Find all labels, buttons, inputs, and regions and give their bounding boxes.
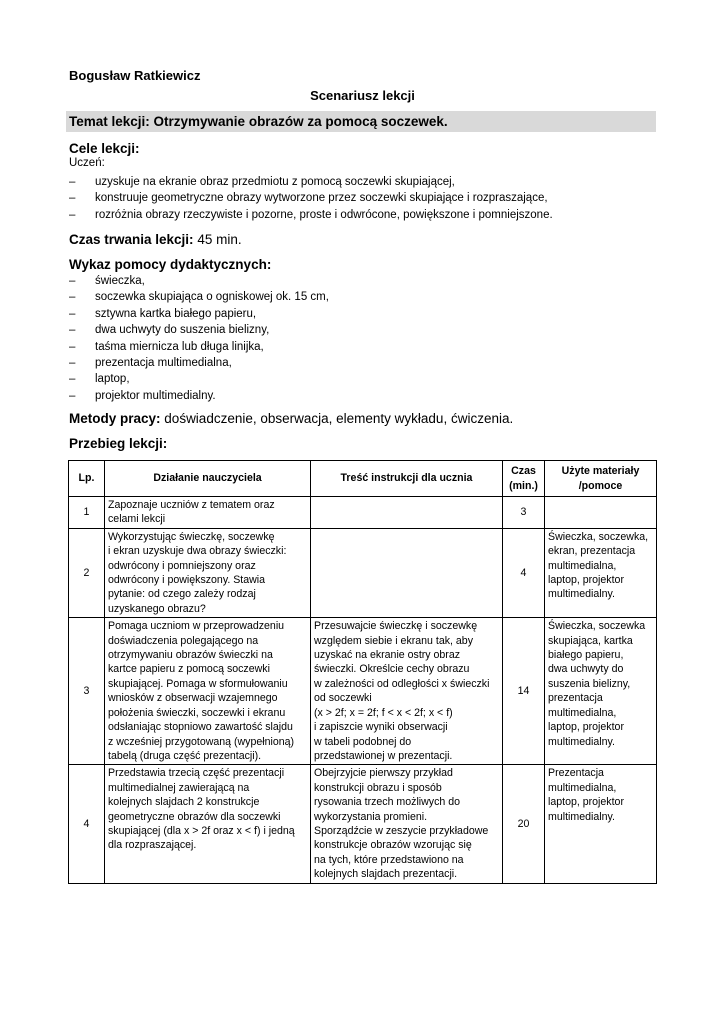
list-dash: –	[69, 275, 76, 287]
goal-item: – uzyskuje na ekranie obraz przedmiotu z pomocą soczewki skupiającej,	[69, 174, 553, 190]
header-time: Czas (min.)	[503, 461, 545, 497]
duration-line	[69, 232, 242, 247]
lesson-table	[68, 460, 657, 884]
aid-item: – laptop,	[69, 371, 329, 387]
cell-lp: 3	[69, 618, 105, 765]
methods-label: Metody pracy:	[69, 411, 161, 426]
table-header-row	[69, 461, 657, 497]
aid-item: – prezentacja multimedialna,	[69, 355, 329, 371]
cell-materials	[545, 497, 657, 529]
cell-lp: 2	[69, 528, 105, 617]
lesson-topic: Temat lekcji: Otrzymywanie obrazów za pomocą soczewek.	[66, 111, 656, 132]
aid-item: – świeczka,	[69, 273, 329, 289]
table-row	[69, 765, 657, 883]
table-row	[69, 618, 657, 765]
cell-teacher-action: Pomaga uczniom w przeprowadzeniu doświadczenia polegającego na otrzymywaniu obrazów świeczki na kartce papieru z pomocą soczewki skupiającej. Pomaga w sformułowaniu wniosków z obserwacji wzajemnego położenia świeczki, soczewki i ekranu odsłaniając stopniowo zawartość slajdu z wcześniej przygotowaną (wypełnioną) tabelą (druga część prezentacji).	[105, 618, 311, 765]
cell-materials: Świeczka, soczewka, ekran, prezentacja multimedialna, laptop, projektor multimedialny.	[545, 528, 657, 617]
cell-time: 14	[503, 618, 545, 765]
methods-line	[69, 411, 513, 426]
aid-item: – dwa uchwyty do suszenia bielizny,	[69, 322, 329, 338]
header-teacher: Działanie nauczyciela	[105, 461, 311, 497]
methods-value: doświadczenie, obserwacja, elementy wykładu, ćwiczenia.	[164, 411, 514, 426]
goals-heading: Cele lekcji:	[69, 141, 140, 156]
header-materials: Użyte materiały /pomoce	[545, 461, 657, 497]
document-title: Scenariusz lekcji	[310, 88, 415, 103]
cell-teacher-action: Zapoznaje uczniów z tematem oraz celami lekcji	[105, 497, 311, 529]
cell-student-instruction: Przesuwajcie świeczkę i soczewkę względem siebie i ekranu tak, aby uzyskać na ekranie ostry obraz świeczki. Określcie cechy obrazu w zależności od odległości x świeczki od soczewki (x > 2f; x = 2f; f < x < 2f; x < f) i zapiszcie wyniki obserwacji w tabeli podobnej do przedstawionej w prezentacji.	[311, 618, 503, 765]
list-dash: –	[69, 307, 76, 320]
aid-item: – taśma miernicza lub długa linijka,	[69, 339, 329, 355]
cell-time: 20	[503, 765, 545, 883]
cell-time: 4	[503, 528, 545, 617]
cell-student-instruction	[311, 528, 503, 617]
goals-intro: Uczeń:	[69, 157, 105, 169]
cell-teacher-action: Wykorzystując świeczkę, soczewkę i ekran uzyskuje dwa obrazy świeczki: odwrócony i pomniejszony oraz odwrócony i powiększony. Stawia pytanie: od czego zależy rodzaj uzyskanego obrazu?	[105, 528, 311, 617]
list-dash: –	[69, 356, 76, 369]
course-heading: Przebieg lekcji:	[69, 436, 168, 451]
list-dash: –	[69, 291, 76, 304]
list-dash: –	[69, 192, 76, 205]
aids-heading: Wykaz pomocy dydaktycznych:	[69, 257, 272, 272]
list-dash: –	[69, 373, 76, 386]
cell-time: 3	[503, 497, 545, 529]
cell-student-instruction: Obejrzyjcie pierwszy przykład konstrukcji obrazu i sposób rysowania trzech możliwych do wykorzystania promieni. Sporządźcie w zeszycie przykładowe konstrukcje obrazów wzorując się na tych, które przedstawiono na kolejnych slajdach prezentacji.	[311, 765, 503, 883]
list-dash: –	[69, 340, 76, 353]
aid-item: – projektor multimedialny.	[69, 388, 329, 404]
table-body	[69, 497, 657, 884]
table-row	[69, 497, 657, 529]
cell-lp: 4	[69, 765, 105, 883]
header-lp: Lp.	[69, 461, 105, 497]
aid-item: – sztywna kartka białego papieru,	[69, 306, 329, 322]
list-dash: –	[69, 176, 76, 188]
cell-teacher-action: Przedstawia trzecią część prezentacji multimedialnej zawierającą na kolejnych slajdach 2 konstrukcje geometryczne obrazów dla soczewki skupiającej (dla x > 2f oraz x < f) i jedną dla rozpraszającej.	[105, 765, 311, 883]
cell-lp: 1	[69, 497, 105, 529]
table-row	[69, 528, 657, 617]
duration-label: Czas trwania lekcji:	[69, 232, 194, 247]
cell-materials: Prezentacja multimedialna, laptop, projektor multimedialny.	[545, 765, 657, 883]
duration-value: 45 min.	[197, 232, 242, 247]
aids-list	[69, 273, 329, 404]
aid-item: – soczewka skupiająca o ogniskowej ok. 15 cm,	[69, 289, 329, 305]
cell-student-instruction	[311, 497, 503, 529]
list-dash: –	[69, 208, 76, 221]
list-dash: –	[69, 324, 76, 337]
goal-item: – rozróżnia obrazy rzeczywiste i pozorne, proste i odwrócone, powiększone i pomniejszone.	[69, 207, 553, 223]
goals-list	[69, 174, 553, 223]
header-student: Treść instrukcji dla ucznia	[311, 461, 503, 497]
author-name: Bogusław Ratkiewicz	[69, 68, 201, 83]
goal-item: – konstruuje geometryczne obrazy wytworzone przez soczewki skupiające i rozpraszające,	[69, 190, 553, 206]
cell-materials: Świeczka, soczewka skupiająca, kartka białego papieru, dwa uchwyty do suszenia bielizny, prezentacja multimedialna, laptop, projektor multimedialny.	[545, 618, 657, 765]
list-dash: –	[69, 389, 76, 402]
